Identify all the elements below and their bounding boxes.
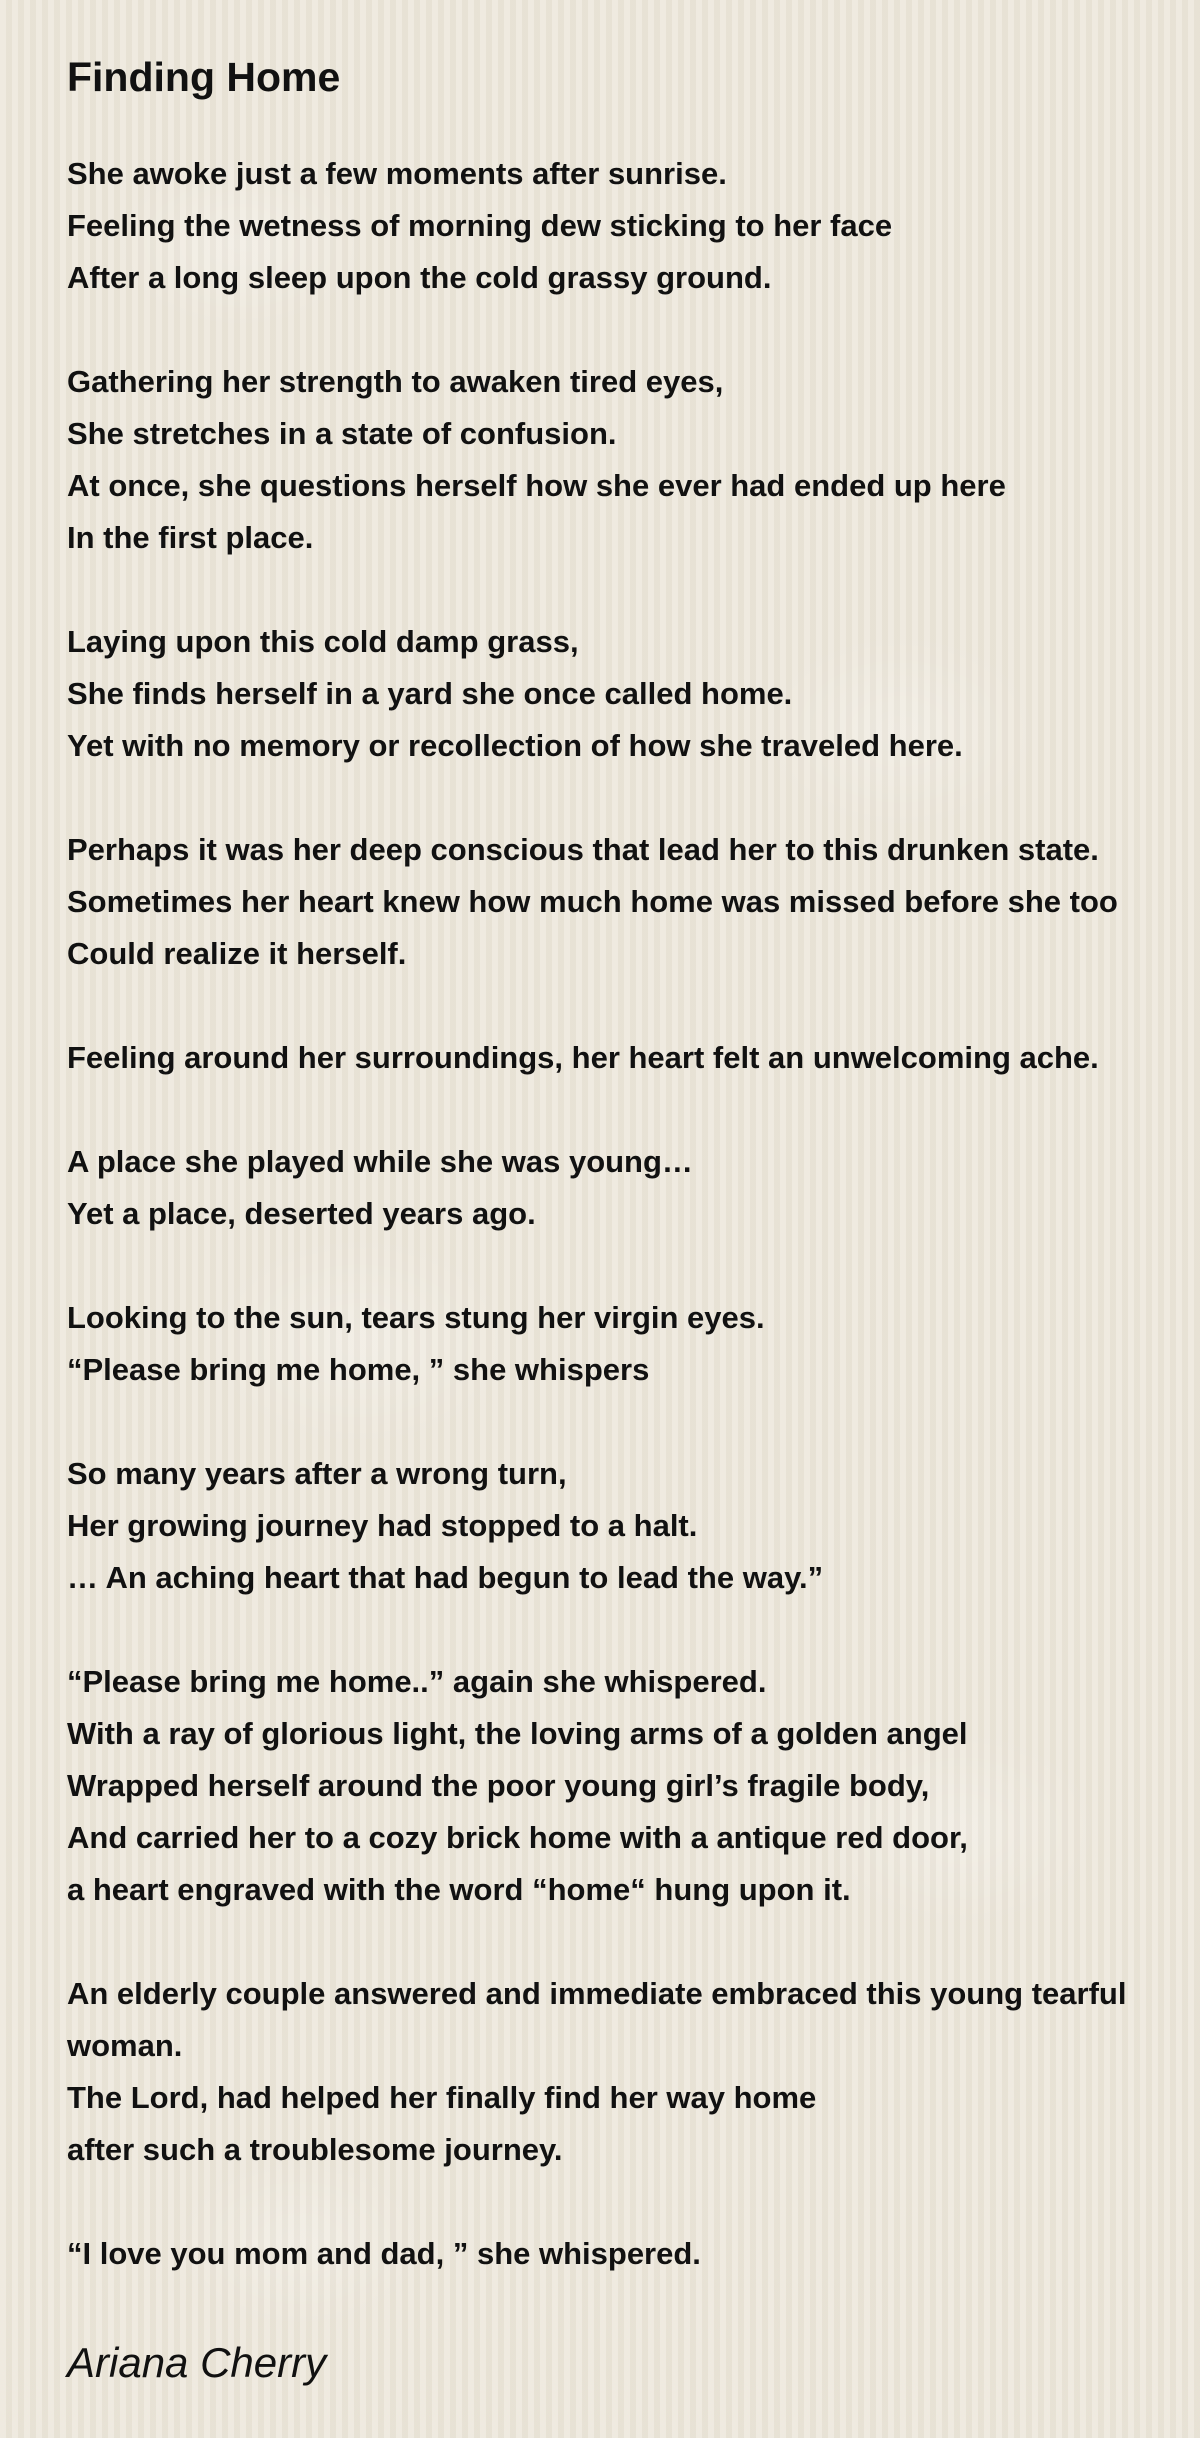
poem-line: So many years after a wrong turn, [67, 1456, 567, 1491]
stanza [67, 824, 1187, 980]
poem-line: Perhaps it was her deep conscious that lead her to this drunken state. [67, 832, 1099, 867]
stanza [67, 1032, 1187, 1084]
poem-line: Gathering her strength to awaken tired eyes, [67, 364, 724, 399]
poem-line: “Please bring me home..” again she whispered. [67, 1664, 767, 1699]
poem-line: Yet with no memory or recollection of how she traveled here. [67, 728, 963, 763]
stanza [67, 356, 1187, 564]
stanza [67, 1968, 1187, 2176]
poem-line: Sometimes her heart knew how much home was missed before she too [67, 884, 1118, 919]
poem-line: “Please bring me home, ” she whispers [67, 1352, 650, 1387]
poem-line: In the first place. [67, 520, 314, 555]
poem-title: Finding Home [67, 54, 341, 100]
poem-line: Wrapped herself around the poor young girl’s fragile body, [67, 1768, 930, 1803]
poem-line: woman. [67, 2028, 183, 2063]
poem-line: She finds herself in a yard she once called home. [67, 676, 793, 711]
stanza [67, 1292, 1187, 1396]
stanza [67, 148, 1187, 304]
poem-line: … An aching heart that had begun to lead the way.” [67, 1560, 824, 1595]
stanza [67, 1448, 1187, 1604]
poem-line: After a long sleep upon the cold grassy ground. [67, 260, 772, 295]
poem-line: And carried her to a cozy brick home with a antique red door, [67, 1820, 968, 1855]
poem-line: Yet a place, deserted years ago. [67, 1196, 536, 1231]
poem-line: Laying upon this cold damp grass, [67, 624, 579, 659]
poem-line: At once, she questions herself how she ever had ended up here [67, 468, 1006, 503]
stanza [67, 2228, 1187, 2280]
poem-line: With a ray of glorious light, the loving arms of a golden angel [67, 1716, 968, 1751]
stanza [67, 1136, 1187, 1240]
poem-line: after such a troublesome journey. [67, 2132, 563, 2167]
poem-line: Her growing journey had stopped to a halt. [67, 1508, 698, 1543]
poem-line: She awoke just a few moments after sunrise. [67, 156, 727, 191]
poem-line: Could realize it herself. [67, 936, 407, 971]
poem-line: A place she played while she was young… [67, 1144, 693, 1179]
poem-line: “I love you mom and dad, ” she whispered. [67, 2236, 701, 2271]
poem-line: The Lord, had helped her finally find her way home [67, 2080, 817, 2115]
poem-line: Feeling the wetness of morning dew sticking to her face [67, 208, 893, 243]
poem-line: Looking to the sun, tears stung her virgin eyes. [67, 1300, 765, 1335]
poem-line: She stretches in a state of confusion. [67, 416, 617, 451]
stanza [67, 1656, 1187, 1916]
poem-line: a heart engraved with the word “home“ hung upon it. [67, 1872, 851, 1907]
poem-body [67, 148, 1187, 2332]
stanza [67, 616, 1187, 772]
poem-line: An elderly couple answered and immediate embraced this young tearful [67, 1976, 1127, 2011]
poem-author: Ariana Cherry [67, 2339, 327, 2386]
poem-line: Feeling around her surroundings, her heart felt an unwelcoming ache. [67, 1040, 1099, 1075]
